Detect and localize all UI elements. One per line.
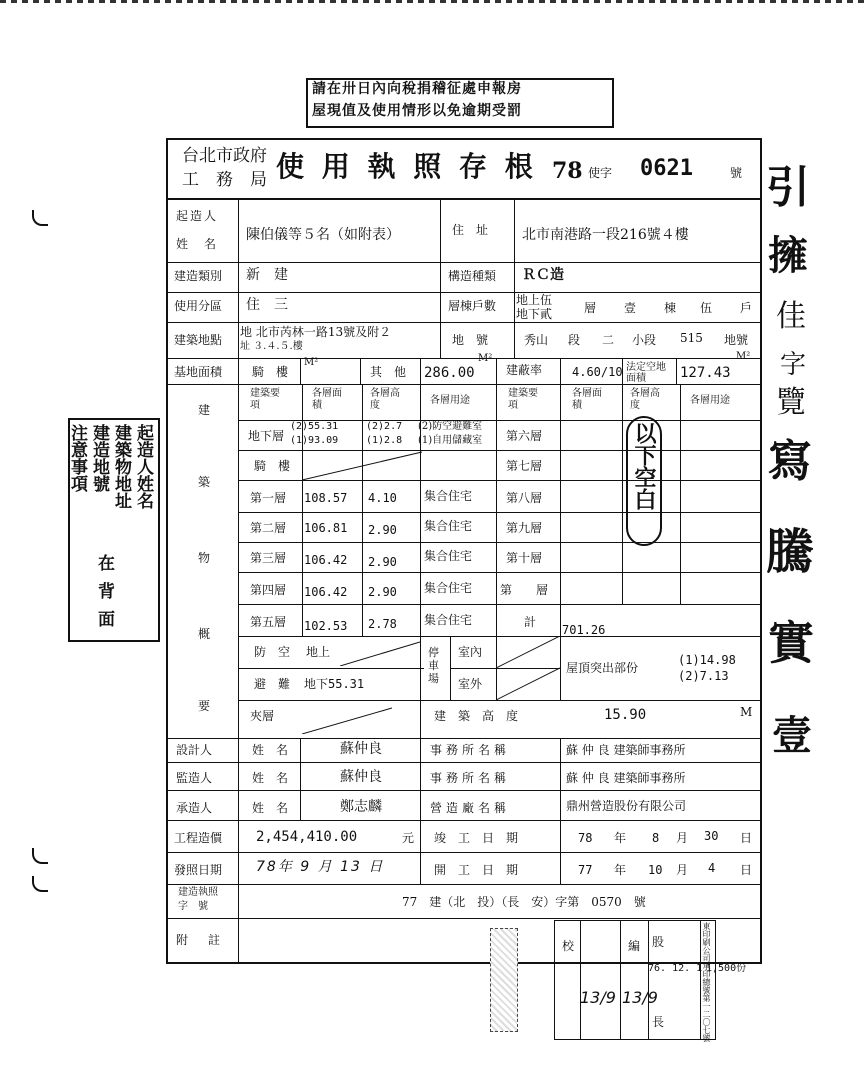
floors-unit: 層 bbox=[584, 301, 597, 315]
legal-open-value: 127.43 bbox=[680, 365, 731, 381]
completion-month-unit: 月 bbox=[676, 831, 689, 845]
start-month-unit: 月 bbox=[676, 863, 689, 877]
blank-stamp-text: 以下空白 bbox=[631, 422, 656, 510]
floor1-use: 集合住宅 bbox=[424, 489, 473, 503]
owner-label-bottom: 姓 名 bbox=[176, 237, 219, 251]
permit-ref-value: 77 建（北 投）（長 安）字第 0570 號 bbox=[402, 895, 646, 909]
margin-char-5: 覽 bbox=[776, 385, 806, 420]
row-line bbox=[238, 700, 762, 701]
tax-notice-line2: 屋現值及使用情形以免逾期受罰 bbox=[312, 103, 522, 119]
address-label: 住 址 bbox=[452, 223, 489, 237]
left-note-tail-3: 面 bbox=[98, 610, 115, 630]
shelter-above: 地上 bbox=[306, 645, 331, 659]
tax-notice-line1: 請在卅日內向稅捐稽征處申報房 bbox=[312, 81, 522, 97]
row-line bbox=[166, 322, 762, 323]
row-line bbox=[166, 292, 762, 293]
roof-label: 屋頂突出部份 bbox=[566, 661, 639, 675]
structure-value: ＲＣ造 bbox=[522, 267, 564, 283]
floor8-label: 第八層 bbox=[506, 491, 543, 505]
row-line bbox=[166, 790, 762, 791]
unit-count: 伍 bbox=[700, 301, 713, 315]
floors-above: 地上伍 bbox=[516, 293, 553, 307]
col-line bbox=[560, 738, 561, 884]
floor1-area: 108.57 bbox=[304, 491, 348, 505]
zoning-label: 使用分區 bbox=[174, 299, 223, 313]
floor2-use: 集合住宅 bbox=[424, 519, 473, 533]
row-line bbox=[166, 262, 762, 263]
hdr-item: 建築要項 bbox=[250, 388, 280, 411]
row-line bbox=[166, 852, 762, 853]
scan-edge-top bbox=[0, 0, 864, 3]
location-label: 建築地點 bbox=[174, 333, 223, 347]
start-year-unit: 年 bbox=[614, 863, 627, 877]
col-line bbox=[238, 198, 239, 738]
col-line bbox=[676, 358, 677, 384]
hdr-height: 各層高度 bbox=[370, 388, 400, 411]
hdr-area: 各層面積 bbox=[312, 388, 342, 411]
margin-char-2: 擁 bbox=[768, 232, 808, 279]
start-year: 77 bbox=[578, 863, 593, 877]
section-label: 段 bbox=[568, 333, 581, 347]
designer-label: 設計人 bbox=[176, 743, 213, 757]
bldg-height-label: 建 築 高 度 bbox=[434, 709, 519, 723]
row-line bbox=[166, 384, 762, 385]
col-line bbox=[362, 384, 363, 636]
coverage-value: 4.60/10 bbox=[572, 365, 623, 379]
supervisor-office-label: 事務所名稱 bbox=[430, 771, 511, 785]
margin-char-8: 實 bbox=[768, 616, 814, 670]
location-line1: 地 北市芮林一路13號及附２ bbox=[240, 325, 392, 339]
floor7-label: 第七層 bbox=[506, 459, 543, 473]
basement-area-1: (1)93.09 bbox=[290, 435, 339, 446]
col-line bbox=[622, 358, 623, 384]
bldg-side-5: 要 bbox=[198, 699, 211, 713]
floor3-use: 集合住宅 bbox=[424, 549, 473, 563]
land-no-label: 地 號 bbox=[452, 333, 489, 347]
floors-label: 層棟戶數 bbox=[448, 299, 497, 313]
hdr-item-right: 建築要項 bbox=[508, 388, 538, 411]
floor1-height: 4.10 bbox=[368, 491, 397, 505]
permit-ref-label-bottom: 字 號 bbox=[178, 901, 208, 912]
floor5-height: 2.78 bbox=[368, 617, 397, 631]
col-line bbox=[580, 920, 581, 1040]
cost-label: 工程造價 bbox=[174, 831, 223, 845]
shelter-below: 地下55.31 bbox=[304, 677, 365, 691]
hdr-use: 各層用途 bbox=[430, 395, 470, 406]
owner-label-top: 起造人 bbox=[176, 209, 219, 223]
floor2-area: 106.81 bbox=[304, 521, 348, 535]
left-note-col1: 起造人姓名 bbox=[133, 424, 153, 509]
start-date-label: 開 工 日 期 bbox=[434, 863, 519, 877]
col-line bbox=[560, 358, 561, 384]
col-line bbox=[440, 198, 441, 358]
row-line bbox=[166, 762, 762, 763]
contractor-label: 承造人 bbox=[176, 801, 213, 815]
coverage-label: 建蔽率 bbox=[506, 363, 543, 377]
floor4-use: 集合住宅 bbox=[424, 581, 473, 595]
bldg-height-value: 15.90 bbox=[604, 707, 647, 723]
building-count: 壹 bbox=[624, 301, 637, 315]
mezzanine-label: 夾層 bbox=[250, 709, 275, 723]
col-line bbox=[620, 920, 621, 1040]
binder-hole bbox=[32, 848, 48, 864]
start-day: 4 bbox=[708, 861, 716, 875]
floor5-label: 第五層 bbox=[250, 615, 287, 629]
bldg-side-2: 築 bbox=[198, 475, 211, 489]
floor4-area: 106.42 bbox=[304, 585, 348, 599]
shelter-label-b: 避 難 bbox=[254, 677, 291, 691]
address-value: 北市南港路一段216號４樓 bbox=[522, 227, 689, 243]
other-area: 286.00 bbox=[424, 365, 475, 381]
issue-date-label: 發照日期 bbox=[174, 863, 223, 877]
owner-name: 陳伯儀等５名（如附表） bbox=[246, 227, 400, 243]
bldg-side-3: 物 bbox=[198, 551, 211, 565]
form-title: 使 用 執 照 存 根 bbox=[276, 150, 537, 183]
cost-value: 2,454,410.00 bbox=[256, 829, 358, 845]
floor4-label: 第四層 bbox=[250, 583, 287, 597]
m2-unit: M² bbox=[736, 351, 751, 362]
row-line bbox=[496, 572, 762, 573]
col-line bbox=[420, 738, 421, 884]
row-line bbox=[166, 738, 762, 739]
basement-area-2: (2)55.31 bbox=[290, 421, 339, 432]
structure-label: 構造種類 bbox=[448, 269, 497, 283]
hdr-height-right: 各層高度 bbox=[630, 388, 660, 411]
stamp-check: 校 bbox=[562, 939, 575, 953]
seal-stamp bbox=[490, 928, 518, 1032]
col-line bbox=[300, 358, 301, 384]
stamp-edit: 編 bbox=[628, 939, 641, 953]
floors-below: 地下貳 bbox=[516, 307, 553, 321]
bldg-side-4: 概 bbox=[198, 627, 211, 641]
bldg-side-1: 建 bbox=[198, 403, 211, 417]
section-no: 二 bbox=[602, 333, 615, 347]
col-line bbox=[496, 384, 497, 636]
shelter-label-a: 防 空 bbox=[254, 645, 291, 659]
margin-char-6: 寫 bbox=[768, 436, 812, 487]
left-note-col2: 建築物地址 bbox=[111, 424, 131, 509]
permit-year: 78 bbox=[552, 158, 583, 184]
margin-char-3: 佳 bbox=[776, 299, 806, 334]
m2-unit: M² bbox=[478, 353, 493, 364]
designer-office-label: 事務所名稱 bbox=[430, 743, 511, 757]
roof-value-2: (2)7.13 bbox=[678, 669, 729, 683]
designer-office: 蘇 仲 良 建築師事務所 bbox=[566, 743, 686, 757]
supervisor-name: 蘇仲良 bbox=[340, 769, 382, 785]
col-line bbox=[700, 920, 701, 1040]
completion-year: 78 bbox=[578, 831, 593, 845]
floor3-area: 106.42 bbox=[304, 553, 348, 567]
margin-char-4: 字 bbox=[780, 350, 807, 380]
contractor-office-label: 營造廠名稱 bbox=[430, 801, 511, 815]
type-value: 新 建 bbox=[246, 267, 288, 283]
floor4-height: 2.90 bbox=[368, 585, 397, 599]
parking-strike bbox=[496, 636, 560, 700]
col-line bbox=[648, 920, 649, 1040]
row-line bbox=[238, 604, 762, 605]
stamp-signature-1: 13/9 bbox=[580, 988, 616, 1007]
col-line bbox=[514, 198, 515, 358]
printer-note: 東印刷公司承印總號第一二〇七號 bbox=[702, 922, 711, 1042]
building-unit: 棟 bbox=[664, 301, 677, 315]
issue-date-value: 78年 9 月 13 日 bbox=[256, 859, 385, 875]
permit-word: 使字 bbox=[588, 166, 613, 180]
left-note-col3: 建造地號 bbox=[89, 424, 109, 492]
designer-name-label: 姓 名 bbox=[252, 743, 289, 757]
row-line bbox=[496, 542, 762, 543]
m2-unit: M² bbox=[304, 357, 319, 368]
parking-indoor: 室內 bbox=[458, 645, 483, 659]
arcade-row-label: 騎 樓 bbox=[254, 459, 291, 473]
arcade-strike bbox=[302, 450, 422, 480]
contractor-name-label: 姓 名 bbox=[252, 801, 289, 815]
col-line bbox=[680, 384, 681, 604]
binder-hole bbox=[32, 210, 48, 226]
unit-label: 戶 bbox=[740, 301, 753, 315]
mezzanine-strike bbox=[302, 704, 392, 734]
stamp-signature-2: 13/9 bbox=[622, 988, 658, 1007]
bldg-height-unit: M bbox=[740, 705, 753, 719]
shelter-above-strike bbox=[340, 640, 420, 666]
basement-height-1: (1)2.8 bbox=[366, 435, 403, 446]
org-bottom: 工 務 局 bbox=[182, 170, 267, 190]
margin-char-9: 壹 bbox=[772, 712, 812, 759]
org-top: 台北市政府 bbox=[182, 146, 267, 166]
hdr-area-right: 各層面積 bbox=[572, 388, 602, 411]
lot-no: 515 bbox=[680, 331, 703, 345]
binder-hole bbox=[32, 876, 48, 892]
other-label: 其 他 bbox=[370, 365, 407, 379]
floor3-height: 2.90 bbox=[368, 555, 397, 569]
basement-use-2: (2)防空避難室 bbox=[418, 421, 483, 432]
location-line2: 址 ３.４.５.樓 bbox=[240, 341, 303, 352]
col-line bbox=[560, 636, 561, 700]
col-line bbox=[238, 738, 239, 964]
margin-char-7: 騰 bbox=[766, 524, 815, 580]
lot-unit: 地號 bbox=[724, 333, 749, 347]
left-note-tail-2: 背 bbox=[98, 582, 115, 602]
completion-day: 30 bbox=[704, 829, 719, 843]
col-line bbox=[420, 358, 421, 384]
floor2-label: 第二層 bbox=[250, 521, 287, 535]
stamp-chief: 長 bbox=[652, 1015, 665, 1029]
floor6-label: 第六層 bbox=[506, 429, 543, 443]
floor10-label: 第十層 bbox=[506, 551, 543, 565]
approval-stamp bbox=[554, 920, 716, 1040]
completion-day-unit: 日 bbox=[740, 831, 753, 845]
row-line bbox=[238, 668, 424, 669]
supervisor-label: 監造人 bbox=[176, 771, 213, 785]
col-line bbox=[360, 358, 361, 384]
header-divider bbox=[166, 198, 762, 200]
designer-name: 蘇仲良 bbox=[340, 741, 382, 757]
left-note-tail-1: 在 bbox=[98, 554, 115, 574]
contractor-name: 鄭志麟 bbox=[340, 799, 382, 815]
basement-use-1: (1)自用儲藏室 bbox=[418, 435, 483, 446]
basement-label: 地下層 bbox=[248, 429, 285, 443]
row-line bbox=[166, 358, 762, 359]
floor1-label: 第一層 bbox=[250, 491, 287, 505]
permit-ref-label-top: 建造執照 bbox=[178, 887, 218, 898]
floor9-label: 第九層 bbox=[506, 521, 543, 535]
arcade-label: 騎 樓 bbox=[252, 365, 289, 379]
completion-year-unit: 年 bbox=[614, 831, 627, 845]
start-day-unit: 日 bbox=[740, 863, 753, 877]
floor3-label: 第三層 bbox=[250, 551, 287, 565]
supervisor-name-label: 姓 名 bbox=[252, 771, 289, 785]
roof-value-1: (1)14.98 bbox=[678, 653, 736, 667]
type-label: 建造類別 bbox=[174, 269, 223, 283]
legal-open-label: 法定空地面積 bbox=[626, 362, 666, 384]
row-line bbox=[166, 820, 762, 821]
zoning-value: 住 三 bbox=[246, 297, 288, 313]
total-area: 701.26 bbox=[562, 623, 606, 637]
col-line bbox=[300, 738, 301, 820]
print-date: 76. 12. 1 bbox=[648, 963, 703, 974]
cost-unit: 元 bbox=[402, 831, 415, 845]
floor5-area: 102.53 bbox=[304, 619, 348, 633]
col-line bbox=[560, 384, 561, 636]
completion-month: 8 bbox=[652, 831, 660, 845]
parking-outdoor: 室外 bbox=[458, 677, 483, 691]
basement-height-2: (2)2.7 bbox=[366, 421, 403, 432]
stamp-unit: 股 bbox=[652, 935, 665, 949]
parking-label: 停車場 bbox=[428, 646, 439, 686]
floor5-use: 集合住宅 bbox=[424, 613, 473, 627]
supervisor-office: 蘇 仲 良 建築師事務所 bbox=[566, 771, 686, 785]
completion-label: 竣 工 日 期 bbox=[434, 831, 519, 845]
col-line bbox=[496, 358, 497, 384]
permit-number: 0621 bbox=[640, 156, 693, 181]
col-line bbox=[622, 384, 623, 604]
total-label: 計 bbox=[524, 615, 537, 629]
print-copies: 1,500份 bbox=[706, 963, 747, 974]
remarks-label: 附 註 bbox=[176, 933, 225, 947]
start-month: 10 bbox=[648, 863, 663, 877]
hdr-use-right: 各層用途 bbox=[690, 395, 730, 406]
floor2-height: 2.90 bbox=[368, 523, 397, 537]
district: 秀山 bbox=[524, 333, 549, 347]
row-line bbox=[166, 918, 762, 919]
site-area-label: 基地面積 bbox=[174, 365, 223, 379]
floor-nth-label: 第 層 bbox=[500, 583, 549, 597]
permit-suffix: 號 bbox=[730, 166, 743, 180]
subsection-label: 小段 bbox=[632, 333, 657, 347]
contractor-office: 鼎州營造股份有限公司 bbox=[566, 799, 687, 813]
row-line bbox=[166, 884, 762, 885]
margin-char-1: 引 bbox=[766, 162, 810, 213]
left-note-col4: 注意事項 bbox=[67, 424, 87, 492]
